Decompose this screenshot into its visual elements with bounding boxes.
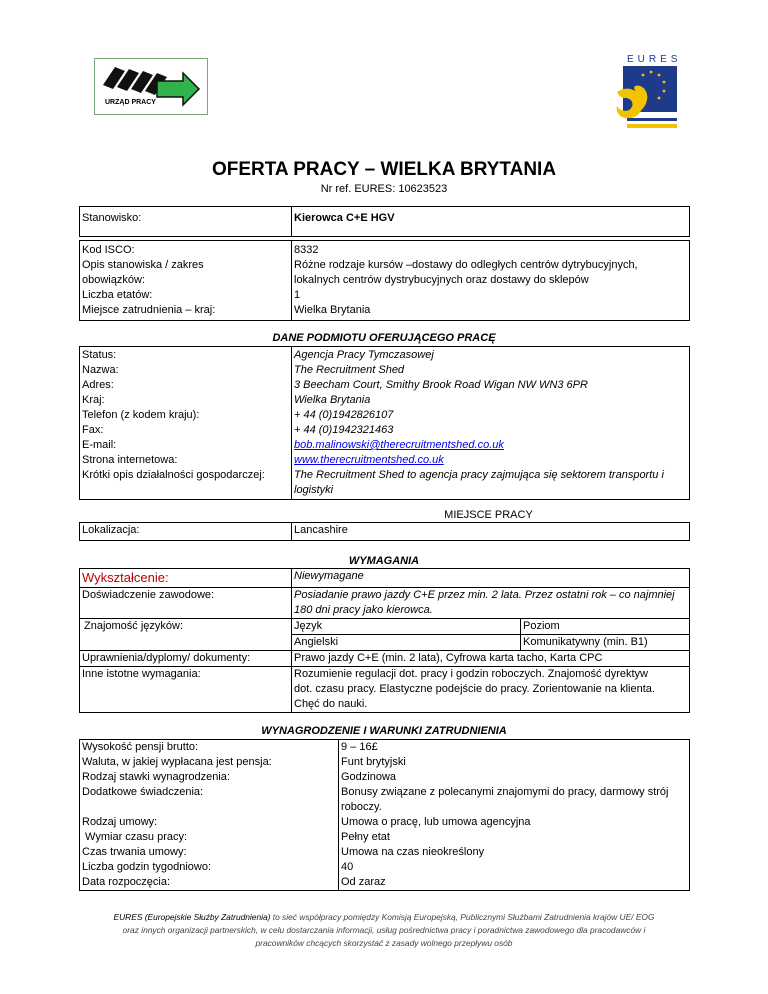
contract-duration-value: Umowa na czas nieokreślony [341, 846, 485, 858]
currency-label: Waluta, w jakiej wypłacana jest pensja: [82, 756, 272, 768]
job-info-table [79, 240, 690, 321]
experience-value-cell [292, 588, 690, 619]
employer-labels-cell [80, 347, 292, 500]
address-value: 3 Beecham Court, Smithy Brook Road Wigan NW WN3 6PR [294, 379, 588, 391]
positions-count-label: Liczba etatów: [82, 289, 153, 301]
other-requirements-label: Inne istotne wymagania: [80, 667, 292, 713]
eures-logo-text: EURES [627, 54, 682, 65]
start-date-value: Od zaraz [341, 876, 386, 888]
employer-values-cell [292, 347, 690, 500]
requirements-heading: WYMAGANIA [348, 555, 420, 567]
footer-lead: EURES (Europejskie Służby Zatrudnienia) [113, 912, 271, 922]
experience-value-1: Posiadanie prawo jazdy C+E przez min. 2 lata. Przez ostatni rok – co najmniej [294, 589, 675, 601]
other-requirements-3: Chęć do nauki. [294, 698, 368, 710]
employer-heading: DANE PODMIOTU OFERUJĄCEGO PRACĘ [272, 332, 496, 344]
licenses-value: Prawo jazdy C+E (min. 2 lata), Cyfrowa karta tacho, Karta CPC [292, 651, 690, 667]
other-requirements-2: dot. czasu pracy. Elastyczne podejście do pracy. Zorientowanie na klienta. [294, 683, 655, 695]
level-header: Poziom [521, 619, 690, 635]
salary-labels-cell [80, 740, 339, 891]
business-description-value-1: The Recruitment Shed to agencja pracy zajmująca się sektorem transportu i [294, 469, 664, 481]
business-description-label: Krótki opis działalności gospodarczej: [82, 469, 265, 481]
languages-label: Znajomość języków: [80, 619, 292, 651]
licenses-label: Uprawnienia/dyplomy/ dokumenty: [80, 651, 292, 667]
other-requirements-cell [292, 667, 690, 713]
fax-label: Fax: [82, 424, 104, 436]
email-link[interactable]: bob.malinowski@therecruitmentshed.co.uk [294, 439, 504, 451]
phone-label: Telefon (z kodem kraju): [82, 409, 200, 421]
salary-heading: WYNAGRODZENIE I WARUNKI ZATRUDNIENIA [261, 725, 507, 737]
eures-logo [611, 52, 681, 134]
language-header: Język [292, 619, 521, 635]
rate-type-value: Godzinowa [341, 771, 397, 783]
description-label-2: obowiązków: [82, 274, 145, 286]
description-value-1: Różne rodzaje kursów –dostawy do odległych centrów dytrybucyjnych, [294, 259, 638, 271]
languages-cell [292, 619, 690, 651]
employer-country-label: Kraj: [82, 394, 105, 406]
job-values-cell [292, 241, 690, 321]
status-label: Status: [82, 349, 117, 361]
other-requirements-1: Rozumienie regulacji dot. pracy i godzin roboczych. Znajomość dyrektyw [294, 668, 648, 680]
experience-value-2: 180 dni pracy jako kierowca. [294, 604, 433, 616]
address-label: Adres: [82, 379, 114, 391]
name-value: The Recruitment Shed [294, 364, 405, 376]
business-description-value-2: logistyki [294, 484, 334, 496]
contract-type-value: Umowa o pracę, lub umowa agencyjna [341, 816, 531, 828]
location-label: Lokalizacja: [80, 523, 292, 541]
location-value: Lancashire [292, 523, 690, 541]
education-label-cell [80, 569, 292, 588]
salary-table [79, 739, 690, 891]
working-time-label: Wymiar czasu pracy: [82, 831, 188, 843]
website-label: Strona internetowa: [82, 454, 178, 466]
urzad-pracy-logo [94, 58, 208, 115]
isco-label: Kod ISCO: [82, 244, 135, 256]
rate-type-label: Rodzaj stawki wynagrodzenia: [82, 771, 230, 783]
employer-table [79, 346, 690, 500]
start-date-label: Data rozpoczęcia: [82, 876, 171, 888]
eures-logo-graphic [611, 66, 681, 132]
footer-line-1 [40, 911, 728, 924]
website-link[interactable]: www.therecruitmentshed.co.uk [294, 454, 444, 466]
status-value: Agencja Pracy Tymczasowej [294, 349, 434, 361]
experience-label: Doświadczenie zawodowe: [80, 588, 292, 619]
page-title: OFERTA PRACY – WIELKA BRYTANIA [211, 159, 557, 180]
language-value: Angielski [292, 635, 521, 651]
position-value: Kierowca C+E HGV [292, 207, 690, 237]
phone-value: + 44 (0)1942826107 [294, 409, 394, 421]
positions-count-value: 1 [294, 289, 301, 301]
location-table [79, 522, 690, 541]
weekly-hours-label: Liczba godzin tygodniowo: [82, 861, 212, 873]
footer-line-1-rest: to sieć współpracy pomiędzy Komisją Europejską, Publicznymi Służbami Zatrudnienia krajów UE/ EOG [270, 912, 655, 922]
urzad-pracy-logo-text: URZĄD PRACY [105, 99, 156, 106]
description-value-2: lokalnych centrów dystrybucyjnych oraz dostawy do sklepów [294, 274, 589, 286]
weekly-hours-value: 40 [341, 861, 354, 873]
contract-duration-label: Czas trwania umowy: [82, 846, 187, 858]
benefits-label: Dodatkowe świadczenia: [82, 786, 204, 798]
position-table [79, 206, 690, 237]
reference-number: Nr ref. EURES: 10623523 [320, 183, 448, 195]
position-label: Stanowisko: [80, 207, 292, 237]
education-label: Wykształcenie: [82, 570, 169, 585]
benefits-value-1: Bonusy związane z polecanymi znajomymi do pracy, darmowy strój [341, 786, 669, 798]
fax-value: + 44 (0)1942321463 [294, 424, 394, 436]
footer-line-2: oraz innych organizacji partnerskich, w celu dostarczania informacji, usług pośrednictwa pracy i poradnictwa zawodowego dla pracodawców i [122, 925, 646, 935]
education-value: Niewymagane [292, 569, 690, 588]
country-label: Miejsce zatrudnienia – kraj: [82, 304, 216, 316]
languages-table [292, 619, 689, 650]
salary-values-cell [339, 740, 690, 891]
benefits-value-2: roboczy. [341, 801, 382, 813]
footer [40, 911, 728, 950]
description-label-1: Opis stanowiska / zakres [82, 259, 204, 271]
currency-value: Funt brytyjski [341, 756, 406, 768]
working-time-value: Pełny etat [341, 831, 390, 843]
isco-value: 8332 [294, 244, 319, 256]
employer-country-value: Wielka Brytania [294, 394, 371, 406]
country-value: Wielka Brytania [294, 304, 371, 316]
gross-salary-value: 9 – 16£ [341, 741, 378, 753]
contract-type-label: Rodzaj umowy: [82, 816, 158, 828]
location-heading: MIEJSCE PRACY [444, 509, 533, 521]
job-labels-cell [80, 241, 292, 321]
level-value: Komunikatywny (min. B1) [523, 636, 648, 648]
gross-salary-label: Wysokość pensji brutto: [82, 741, 199, 753]
requirements-table [79, 568, 690, 713]
email-label: E-mail: [82, 439, 117, 451]
name-label: Nazwa: [82, 364, 119, 376]
footer-line-3: pracowników chcących skorzystać z zasady wolnego przepływu osób [255, 938, 513, 948]
